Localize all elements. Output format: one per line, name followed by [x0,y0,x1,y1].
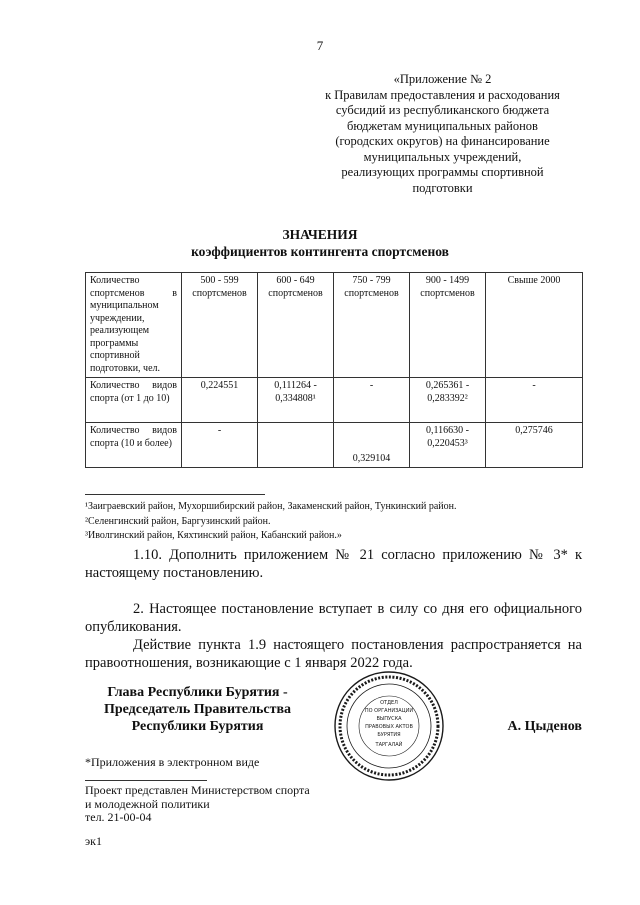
paragraph: 1.10. Дополнить приложением № 21 согласно приложению № 3* к настоящему постановлению. [85,547,582,581]
seal-text: БУРЯТИЯ [377,732,401,738]
row-label-cell: Количество видов спорта (от 1 до 10) [86,378,182,423]
table-cell: 0,275746 [486,423,583,468]
column-header: 900 - 1499 спортсменов [410,273,486,378]
table-cell: 0,111264 - 0,334808¹ [258,378,334,423]
appendix-line: подготовки [412,180,473,195]
appendix-line: муниципальных учреждений, [363,149,522,164]
signatory-line: Глава Республики Бурятия - [107,685,288,700]
title-line-1: ЗНАЧЕНИЯ [282,227,358,242]
project-line: тел. 21-00-04 [85,810,152,824]
paragraph: Действие пункта 1.9 настоящего постановления распространяется на правоотношения, возникающие с 1 января 2022 года. [85,637,582,671]
appendix-line: (городских округов) на финансирование [335,134,550,148]
table-cell: 0,265361 - 0,283392² [410,378,486,423]
header-label-cell: Количество спортсменов в муниципальном учреждении, реализующем программы спортивной подготовки, чел. [86,273,182,378]
signatory-name: А. Цыденов [507,719,582,734]
footnote: ³Иволгинский район, Кяхтинский район, Кабанский район.» [85,530,342,541]
page-number: 7 [316,38,324,53]
table-cell: - [334,378,410,423]
column-header: 750 - 799 спортсменов [334,273,410,378]
project-divider [85,780,207,781]
table-row [86,378,583,423]
table-cell [258,423,334,468]
seal-text: ОТДЕЛ [380,700,398,706]
table-cell: 0,329104 [334,423,410,468]
project-line: Проект представлен Министерством спорта [85,783,310,797]
seal-text: ТАРГАЛАЙ [375,742,403,748]
appendix-line: бюджетам муниципальных районов [347,118,538,133]
project-info [85,784,310,825]
footnotes [85,500,457,544]
footnote-divider [85,494,265,495]
table-cell: - [486,378,583,423]
appendix-line: реализующих программы спортивной [341,165,544,179]
table-cell: - [182,423,258,468]
seal-text: ПРАВОВЫХ АКТОВ [365,724,413,730]
document-title [0,226,640,260]
table-cell: 0,116630 - 0,220453³ [410,423,486,468]
table-cell: 0,224551 [182,378,258,423]
official-seal-stamp [333,670,445,782]
footnote: ¹Заиграевский район, Мухоршибирский район, Закаменский район, Тункинский район. [85,501,457,512]
signatory-line: Председатель Правительства [103,702,292,717]
table-header-row [86,273,583,378]
document-code: эк1 [85,834,102,848]
footnote: ²Селенгинский район, Баргузинский район. [85,515,271,527]
coefficients-table [85,272,583,468]
electronic-appendix-note: *Приложения в электронном виде [85,755,260,769]
appendix-line: к Правилам предоставления и расходования [325,87,560,102]
title-line-2: коэффициентов контингента спортсменов [191,244,449,259]
appendix-line: «Приложение № 2 [393,72,492,86]
column-header: 500 - 599 спортсменов [182,273,258,378]
appendix-header [300,72,585,196]
column-header: Свыше 2000 [486,273,583,378]
appendix-line: субсидий из республиканского бюджета [335,103,550,117]
seal-text: ВЫПУСКА [376,716,402,722]
signatory-line: Республики Бурятия [131,719,264,734]
seal-text: ПО ОРГАНИЗАЦИИ [364,708,414,714]
paragraph: 2. Настоящее постановление вступает в силу со дня его официального опубликования. [85,601,582,635]
signatory-position [85,684,310,735]
column-header: 600 - 649 спортсменов [258,273,334,378]
table-row [86,423,583,468]
project-line: и молодежной политики [85,796,210,811]
row-label-cell: Количество видов спорта (10 и более) [86,423,182,468]
